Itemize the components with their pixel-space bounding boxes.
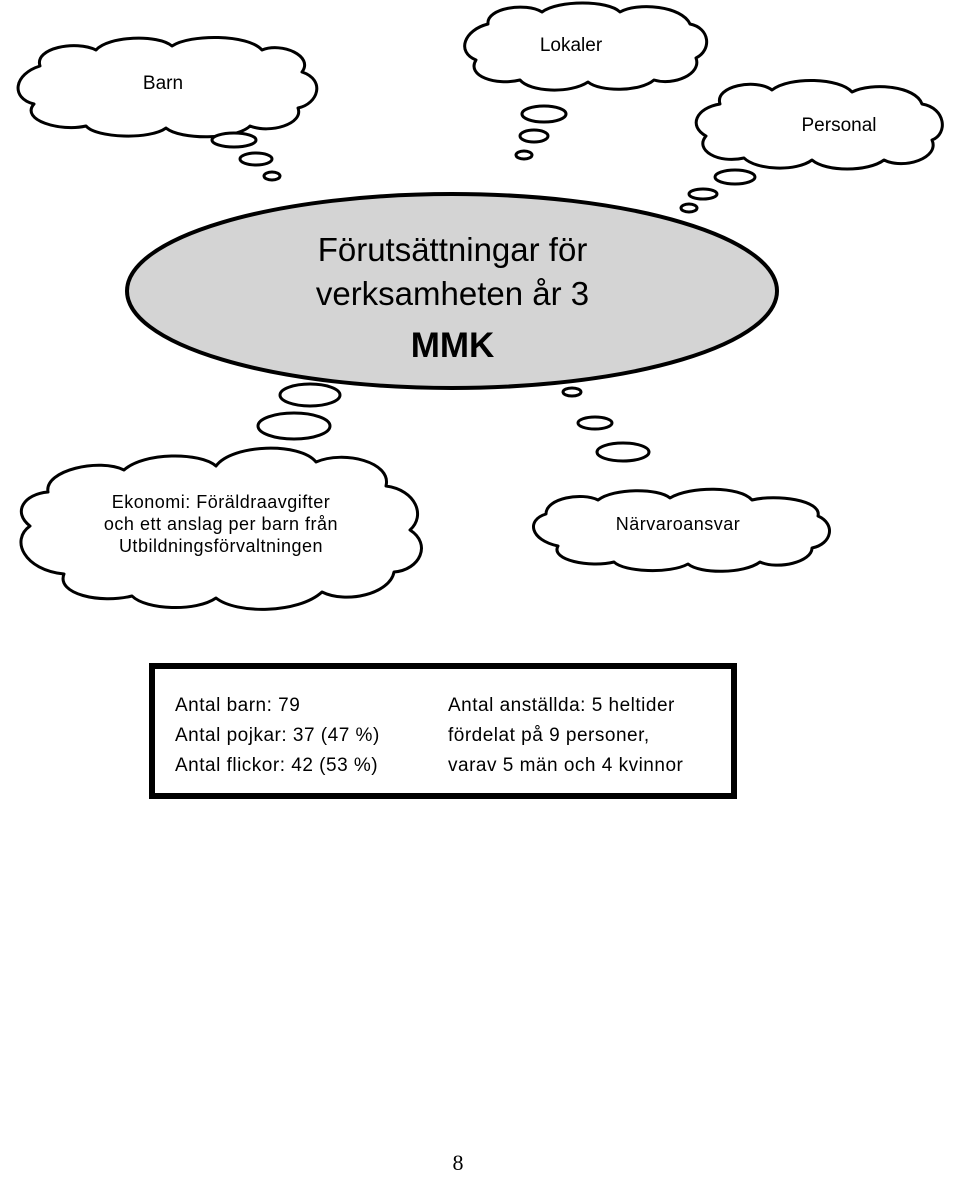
stats-staff: [448, 691, 683, 781]
cloud-label-barn: Barn: [142, 73, 184, 94]
central-topic: [140, 228, 765, 368]
ekonomi-line3: Utbildningsförvaltningen: [118, 535, 324, 556]
ekonomi-line2: och ett anslag per barn från: [103, 513, 339, 534]
thought-bubble-barn-3: [264, 172, 280, 180]
central-topic-line1: Förutsättningar för: [317, 231, 588, 268]
stat-antal-pojkar: Antal pojkar: 37 (47 %): [175, 725, 380, 746]
stats-children: [175, 691, 380, 781]
thought-bubble-narvaro-2: [578, 417, 612, 429]
thought-bubble-narvaro-3: [563, 388, 581, 396]
thought-bubble-ekonomi-2: [280, 384, 340, 406]
stat-antal-flickor: Antal flickor: 42 (53 %): [175, 755, 379, 776]
thought-bubble-barn-1: [212, 133, 256, 147]
stat-antal-anstallda: Antal anställda: 5 heltider: [448, 695, 675, 716]
stat-antal-barn: Antal barn: 79: [175, 695, 301, 716]
central-topic-line2: verksamheten år 3: [315, 275, 590, 312]
thought-bubble-lokaler-3: [516, 151, 532, 159]
cloud-label-ekonomi: [66, 492, 376, 558]
thought-bubble-lokaler-1: [522, 106, 566, 122]
central-topic-line3: MMK: [410, 326, 495, 365]
thought-bubble-barn-2: [240, 153, 272, 165]
cloud-label-narvaroansvar: Närvaroansvar: [615, 514, 741, 534]
thought-bubble-narvaro-1: [597, 443, 649, 461]
thought-bubble-personal-1: [715, 170, 755, 184]
page-number: 8: [452, 1150, 464, 1175]
thought-bubble-ekonomi-1: [258, 413, 330, 439]
thought-bubble-personal-3: [681, 204, 697, 212]
thought-bubble-lokaler-2: [520, 130, 548, 142]
stat-fordelat: fördelat på 9 personer,: [448, 725, 650, 746]
thought-bubble-personal-2: [689, 189, 717, 199]
cloud-label-lokaler: Lokaler: [539, 35, 603, 56]
cloud-label-personal: Personal: [801, 115, 877, 136]
ekonomi-line1: Ekonomi: Föräldraavgifter: [111, 492, 331, 512]
stat-varav: varav 5 män och 4 kvinnor: [448, 755, 684, 776]
stats-box: [149, 663, 737, 799]
